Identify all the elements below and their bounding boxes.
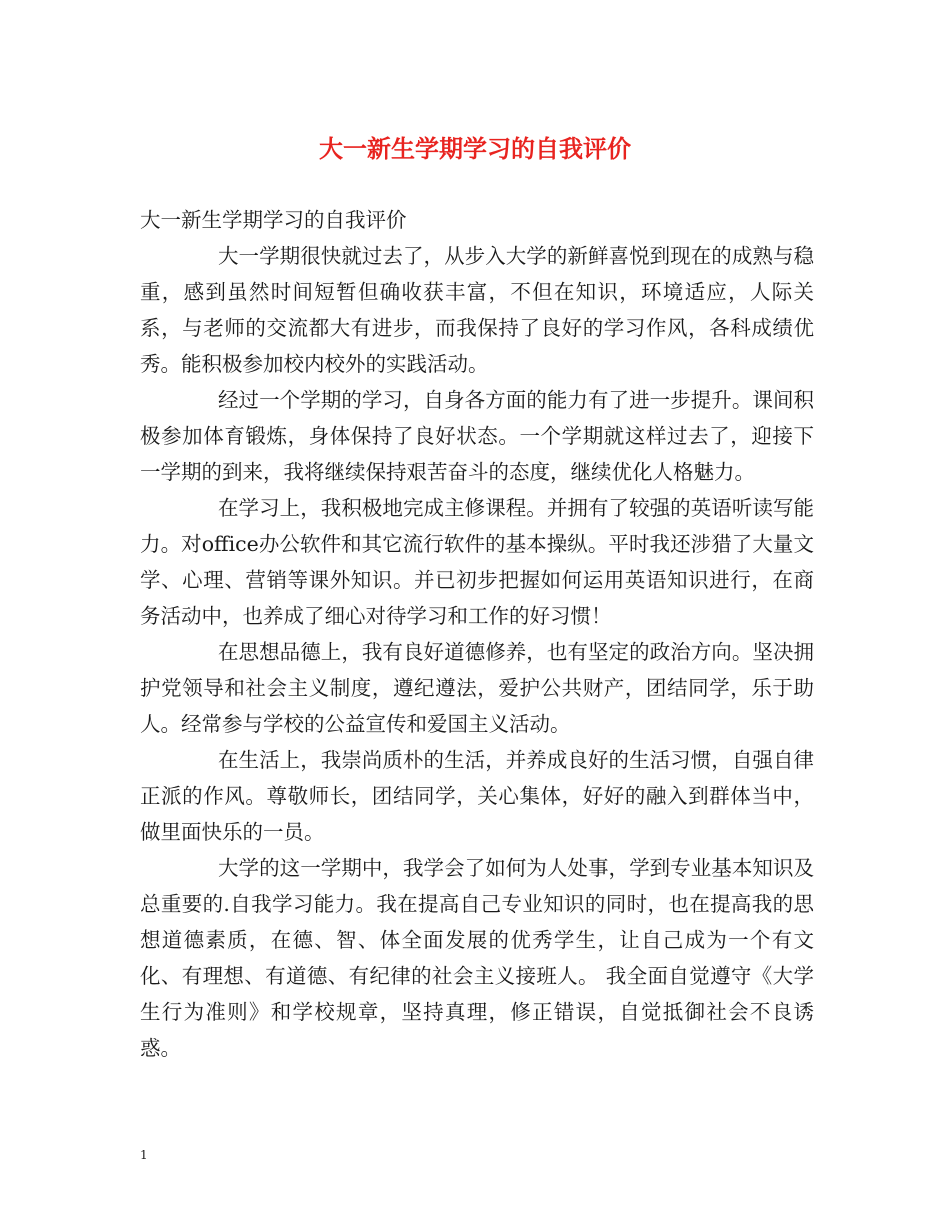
- document-body: [140, 202, 814, 1066]
- paragraph-6: 大学的这一学期中，我学会了如何为人处事，学到专业基本知识及总重要的.自我学习能力。我在提高自己专业知识的同时，也在提高我的思想道德素质，在德、智、体全面发展的优秀学生，让自己成为一个有文化、有理想、有道德、有纪律的社会主义接班人。 我全面自觉遵守《大学生行为准则》和学校规章，坚持真理，修正错误，自觉抵御社会不良诱惑。: [140, 856, 814, 1060]
- paragraph-2: 经过一个学期的学习，自身各方面的能力有了进一步提升。课间积极参加体育锻炼，身体保持了良好状态。一个学期就这样过去了，迎接下一学期的到来，我将继续保持艰苦奋斗的态度，继续优化人格魅力。: [140, 388, 814, 484]
- paragraph-5: 在生活上，我崇尚质朴的生活，并养成良好的生活习惯，自强自律正派的作风。尊敬师长，团结同学，关心集体，好好的融入到群体当中，做里面快乐的一员。: [140, 748, 814, 844]
- paragraph-4: 在思想品德上，我有良好道德修养，也有坚定的政治方向。坚决拥护党领导和社会主义制度，遵纪遵法，爱护公共财产，团结同学，乐于助人。经常参与学校的公益宣传和爱国主义活动。: [140, 640, 814, 736]
- paragraph-1: 大一学期很快就过去了，从步入大学的新鲜喜悦到现在的成熟与稳重，感到虽然时间短暂但确收获丰富，不但在知识，环境适应，人际关系，与老师的交流都大有进步，而我保持了良好的学习作风，各科成绩优秀。能积极参加校内校外的实践活动。: [140, 244, 814, 376]
- document-subtitle: 大一新生学期学习的自我评价: [140, 208, 407, 232]
- page-number: 1: [140, 1148, 148, 1162]
- paragraph-3: 在学习上，我积极地完成主修课程。并拥有了较强的英语听读写能力。对office办公软件和其它流行软件的基本操纵。平时我还涉猎了大量文学、心理、营销等课外知识。并已初步把握如何运用英语知识进行，在商务活动中，也养成了细心对待学习和工作的好习惯！: [140, 496, 814, 628]
- document-title: 大一新生学期学习的自我评价: [319, 135, 631, 163]
